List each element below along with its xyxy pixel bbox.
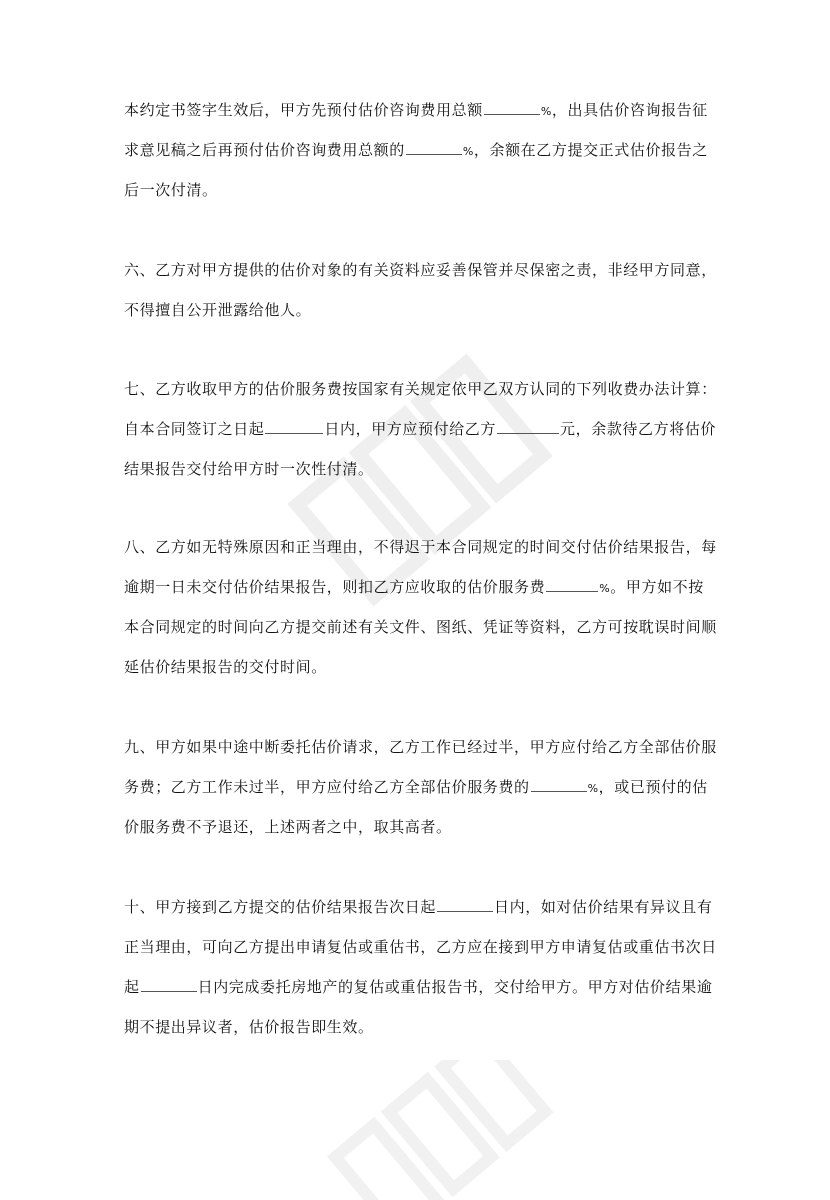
- blank-field[interactable]: [484, 113, 540, 115]
- text-line: 价服务费不予退还，上述两者之中，取其高者。: [124, 818, 452, 836]
- text-line: 延估价结果报告的交付时间。: [124, 658, 327, 676]
- text-line: 后一次付清。: [124, 181, 218, 199]
- text-line: 本合同规定的时间向乙方提交前述有关文件、图纸、凭证等资料，乙方可按耽误时间顺: [124, 618, 717, 636]
- text-line: 正当理由，可向乙方提出申请复估或重估书，乙方应在接到甲方申请复估或重估书次日: [124, 938, 717, 956]
- text-line: 逾期一日未交付估价结果报告，则扣乙方应收取的估价服务费 %。甲方如不按: [124, 578, 704, 596]
- watermark-graphic-bottom: [300, 1060, 560, 1200]
- text-line: 起 日内完成委托房地产的复估或重估报告书，交付给甲方。甲方对估价结果逾: [124, 978, 713, 996]
- blank-field[interactable]: [265, 432, 323, 434]
- blank-field[interactable]: [546, 590, 598, 592]
- clause-6-paragraph: [124, 250, 716, 330]
- blank-field[interactable]: [531, 790, 587, 792]
- text-line: 本约定书签字生效后，甲方先预付估价咨询费用总额 %，出具估价咨询报告征: [124, 101, 708, 119]
- text-line: 务费；乙方工作未过半，甲方应付给乙方全部估价服务费的 %，或已预付的估: [124, 778, 708, 796]
- clause-9-paragraph: [124, 727, 716, 847]
- text-line: 六、乙方对甲方提供的估价对象的有关资料应妥善保管并尽保密之责，非经甲方同意，: [124, 261, 717, 279]
- clause-7-paragraph: [124, 369, 716, 489]
- text-line: 八、乙方如无特殊原因和正当理由，不得迟于本合同规定的时间交付估价结果报告，每: [124, 538, 717, 556]
- text-line: 不得擅自公开泄露给他人。: [124, 301, 312, 319]
- blank-field[interactable]: [497, 432, 559, 434]
- clause-5-paragraph: [124, 90, 716, 210]
- text-line: 九、甲方如果中途中断委托估价请求，乙方工作已经过半，甲方应付给乙方全部估价服: [124, 738, 717, 756]
- text-line: 求意见稿之后再预付估价咨询费用总额的 %，余额在乙方提交正式估价报告之: [124, 141, 708, 159]
- text-line: 七、乙方收取甲方的估价服务费按国家有关规定依甲乙双方认同的下列收费办法计算：: [124, 380, 717, 398]
- text-line: 结果报告交付给甲方时一次性付清。: [124, 460, 374, 478]
- blank-field[interactable]: [141, 990, 197, 992]
- blank-field[interactable]: [406, 153, 462, 155]
- clause-8-paragraph: [124, 527, 716, 687]
- blank-field[interactable]: [437, 910, 493, 912]
- text-line: 十、甲方接到乙方提交的估价结果报告次日起 日内，如对估价结果有异议且有: [124, 898, 713, 916]
- text-line: 自本合同签订之日起 日内，甲方应预付给乙方 元，余款待乙方将估价: [124, 420, 717, 438]
- text-line: 期不提出异议者，估价报告即生效。: [124, 1018, 374, 1036]
- clause-10-paragraph: [124, 887, 716, 1047]
